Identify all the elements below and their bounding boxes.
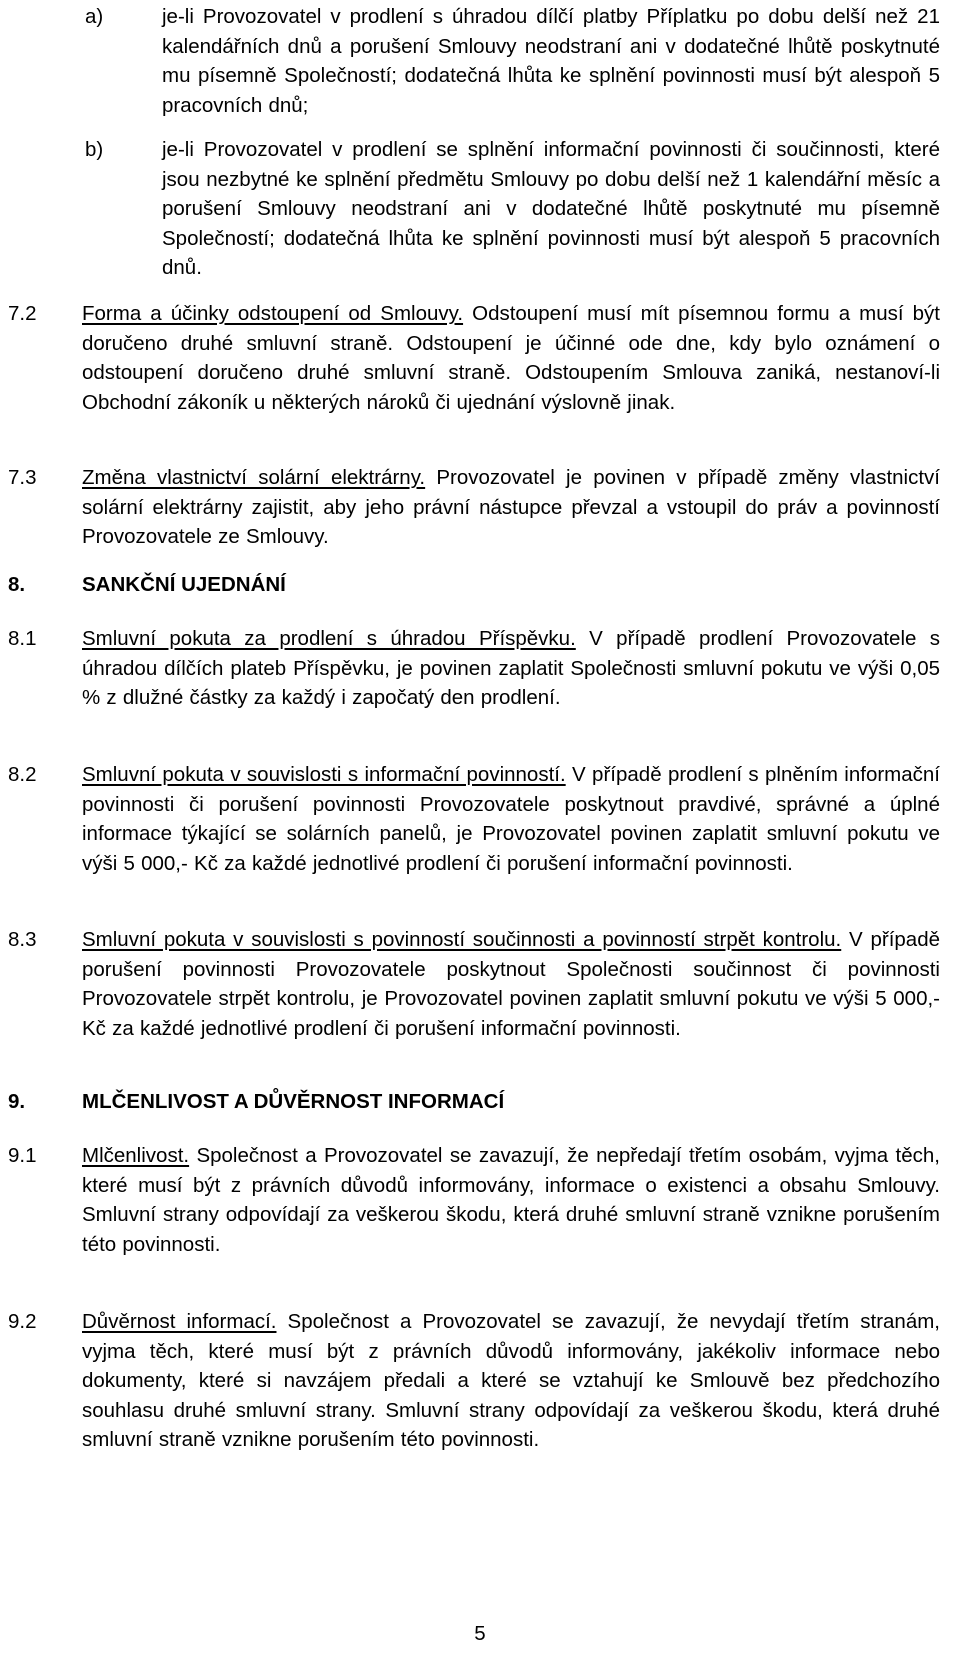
clause-title: Důvěrnost informací. xyxy=(82,1310,277,1333)
clause-number: 7.3 xyxy=(8,466,37,489)
clause-body: Provozovatel je povinen v případě změny vlastnictví solární elektrárny zajistit, aby jeho právní nástupce převzal a vstoupil do práv a povinností Provozovatele ze Smlouvy. xyxy=(82,466,941,548)
clause-body: Společnost a Provozovatel se zavazují, že nevydají třetím stranám, vyjma těch, které musí být z právních důvodů informovány, jakékoliv informace nebo dokumenty, které si navzájem předali a které se vztahují ke Smlouvě bez předchozího souhlasu druhé smluvní strany. Smluvní strany odpovídají za veškerou škodu, která druhé smluvní straně vznikne porušením této povinnosti. xyxy=(82,1310,940,1451)
section-number: 8. xyxy=(8,573,26,596)
clause-title: Smluvní pokuta v souvislosti s informační povinností. xyxy=(82,763,566,786)
clause-number: 9.2 xyxy=(8,1310,37,1333)
item-text: je-li Provozovatel v prodlení s úhradou dílčí platby Příplatku po dobu delší než 21 kalendářních dnů a porušení Smlouvy neodstraní ani v dodatečné lhůtě poskytnuté mu písemně Společností; dodatečná lhůta ke splnění povinnosti musí být alespoň 5 pracovních dnů; xyxy=(162,5,940,117)
clause-body: Odstoupení musí mít písemnou formu a musí být doručeno druhé smluvní straně. Odstoupení je účinné ode dne, kdy bylo oznámení o odstoupení doručeno druhé smluvní straně. Odstoupením Smlouva zaniká, nestanoví-li Obchodní zákoník u některých nároků či ujednání výslovně jinak. xyxy=(82,302,940,414)
clause-text xyxy=(82,760,940,878)
section-title: SANKČNÍ UJEDNÁNÍ xyxy=(82,573,286,596)
clause-title: Forma a účinky odstoupení od Smlouvy. xyxy=(82,302,464,325)
clause-text xyxy=(82,299,940,417)
item-label: a) xyxy=(85,5,104,28)
clause-body: Společnost a Provozovatel se zavazují, že nepředají třetím osobám, vyjma těch, které musí být z právních důvodů informovány, informace o existenci a obsahu Smlouvy. Smluvní strany odpovídají za veškerou škodu, která druhé smluvní straně vznikne porušením této povinnosti. xyxy=(82,1144,940,1256)
clause-text xyxy=(82,463,940,552)
clause-number: 8.3 xyxy=(8,928,37,951)
section-number: 9. xyxy=(8,1090,26,1113)
section-title: MLČENLIVOST A DŮVĚRNOST INFORMACÍ xyxy=(82,1090,505,1113)
item-label: b) xyxy=(85,138,104,161)
clause-number: 8.2 xyxy=(8,763,37,786)
page-number: 5 xyxy=(474,1622,486,1645)
clause-title: Změna vlastnictví solární elektrárny. xyxy=(82,466,426,489)
clause-number: 7.2 xyxy=(8,302,37,325)
clause-text xyxy=(82,624,940,713)
clause-text xyxy=(82,925,940,1043)
clause-body: V případě prodlení Provozovatele s úhradou dílčích plateb Příspěvku, je povinen zaplatit Společnosti smluvní pokutu ve výši 0,05 % z dlužné částky za každý i započatý den prodlení. xyxy=(82,627,941,709)
clause-title: Smluvní pokuta v souvislosti s povinností součinnosti a povinností strpět kontrolu. xyxy=(82,928,842,951)
clause-title: Smluvní pokuta za prodlení s úhradou Příspěvku. xyxy=(82,627,576,650)
clause-body: V případě prodlení s plněním informační povinnosti či porušení povinnosti Provozovatele poskytnout pravdivé, správné a úplné informace týkající se solárních panelů, je Provozovatel povinen zaplatit smluvní pokutu ve výši 5 000,- Kč za každé jednotlivé prodlení či porušení informační povinnosti. xyxy=(82,763,940,875)
item-text: je-li Provozovatel v prodlení se splnění informační povinnosti či součinnosti, které jsou nezbytné ke splnění předmětu Smlouvy po dobu delší než 1 kalendářní měsíc a porušení Smlouvy neodstraní ani v dodatečné lhůtě poskytnuté mu písemně Společností; dodatečná lhůta ke splnění povinnosti musí být alespoň 5 pracovních dnů. xyxy=(162,138,940,279)
clause-title: Mlčenlivost. xyxy=(82,1144,190,1167)
clause-text xyxy=(82,1141,940,1259)
clause-number: 8.1 xyxy=(8,627,37,650)
clause-body: V případě porušení povinnosti Provozovatele poskytnout Společnosti součinnost či povinnosti Provozovatele strpět kontrolu, je Provozovatel povinen zaplatit smluvní pokutu ve výši 5 000,- Kč za každé jednotlivé prodlení či porušení informační povinnosti. xyxy=(82,928,940,1040)
clause-text xyxy=(82,1307,940,1455)
clause-number: 9.1 xyxy=(8,1144,37,1167)
